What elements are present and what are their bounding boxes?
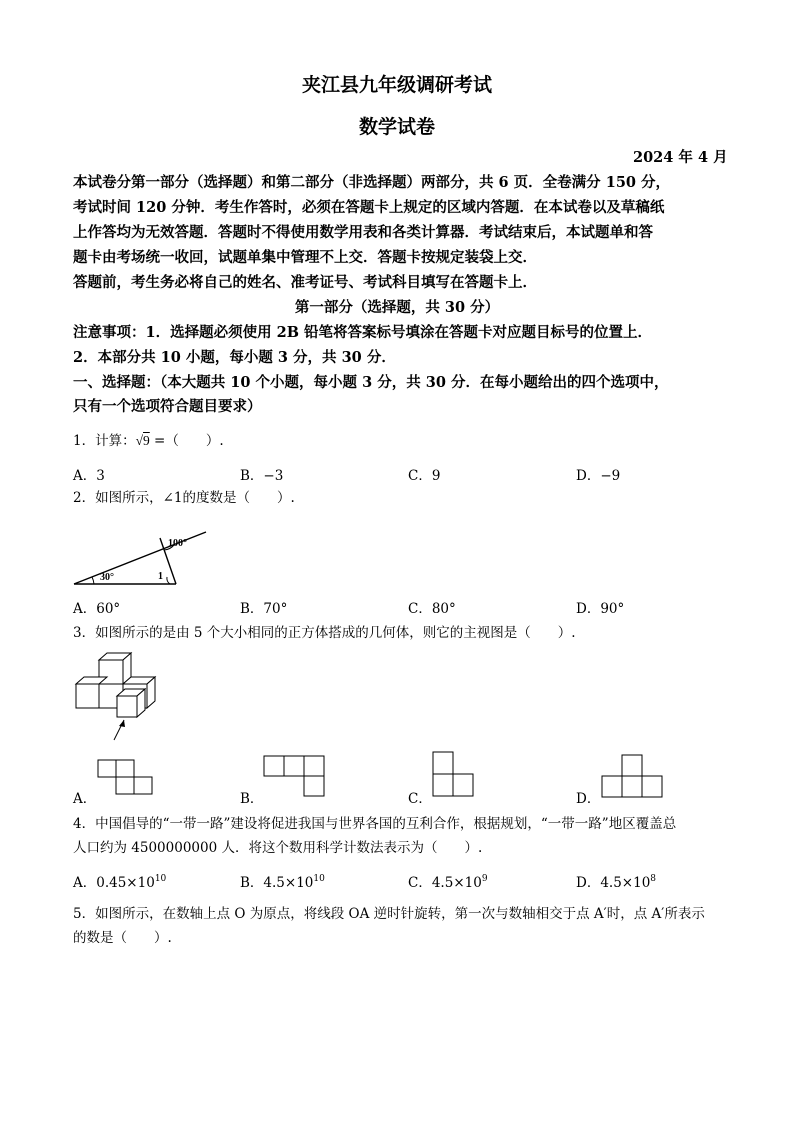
exam-title: 夹江县九年级调研考试 [301,74,492,96]
q2-option-a[interactable]: A．60° [73,601,121,617]
part1-note: 2．本部分共 10 小题，每小题 3 分，共 30 分． [73,349,396,366]
q1-radicand: 9 [143,433,150,448]
q5-stem-line: 5．如图所示，在数轴上点 O 为原点，将线段 OA 逆时针旋转，第一次与数轴相交于点 A′时，点 A′所表示 [73,906,705,922]
label-30: 30° [100,572,114,583]
q4-option-exp: 10 [313,874,325,884]
part1-heading: 第一部分（选择题，共 30 分） [294,299,500,316]
q3-option-b[interactable]: B． [240,791,264,807]
q4-option-label: A． [73,875,97,891]
q1-stem [73,431,224,451]
q3-option-a-figure [97,759,157,797]
q3-option-c-figure [432,751,476,797]
q1-option-a[interactable]: A．3 [73,468,105,484]
q3-cube-figure [74,650,164,742]
q2-option-b[interactable]: B．70° [240,601,288,617]
section-heading: 一、选择题：（本大题共 10 个小题，每小题 3 分，共 30 分．在每小题给出的四个选项中， [73,374,669,391]
q4-option-b[interactable] [240,871,325,891]
q1-option-b[interactable]: B．−3 [240,468,284,484]
instruction-line: 本试卷分第一部分（选择题）和第二部分（非选择题）两部分，共 6 页．全卷满分 150 分， [73,174,671,191]
q4-option-mantissa: 4.5×10 [600,875,651,891]
q2-option-d[interactable]: D．90° [576,601,625,617]
label-100: 100° [168,538,187,549]
q3-option-d-figure [601,754,663,798]
q2-triangle-figure [70,522,210,590]
q1-prefix: 1．计算： [73,433,136,449]
q4-option-mantissa: 4.5×10 [263,875,314,891]
section-heading: 只有一个选项符合题目要求） [73,398,262,415]
instruction-line: 题卡由考场统一收回，试题单集中管理不上交．答题卡按规定装袋上交． [73,249,537,266]
q4-option-label: C． [408,875,432,891]
q4-option-mantissa: 0.45×10 [96,875,155,891]
q1-suffix: =（ ）. [149,433,224,449]
q4-option-label: B． [240,875,264,891]
q3-option-b-figure [263,755,325,797]
q1-option-c[interactable]: C．9 [408,468,441,484]
q4-option-exp: 10 [154,874,167,884]
q3-stem: 3．如图所示的是由 5 个大小相同的正方体搭成的几何体，则它的主视图是（ ）. [73,625,576,641]
instruction-line: 考试时间 120 分钟．考生作答时，必须在答题卡上规定的区域内答题．在本试卷以及草稿纸 [73,199,665,216]
label-angle-1: 1 [158,571,163,582]
q3-option-c[interactable]: C． [408,791,432,807]
q4-option-exp: 9 [481,874,488,884]
q4-option-exp: 8 [650,874,657,884]
instruction-line: 答题前，考生务必将自己的姓名、准考证号、考试科目填写在答题卡上． [73,274,537,291]
q3-option-d[interactable]: D． [576,791,601,807]
q4-option-mantissa: 4.5×10 [431,875,482,891]
sqrt-symbol: √ [135,433,144,448]
q3-option-a[interactable]: A． [73,791,97,807]
part1-note: 注意事项：1．选择题必须使用 2B 铅笔将答案标号填涂在答题卡对应题目标号的位置上． [73,324,653,341]
q4-stem-line: 人口约为 4500000000 人．将这个数用科学计数法表示为（ ）. [73,840,483,856]
q4-option-d[interactable] [576,871,656,891]
q2-stem: 2．如图所示，∠1的度数是（ ）. [73,490,295,506]
q2-option-c[interactable]: C．80° [408,601,456,617]
instruction-line: 上作答均为无效答题．答题时不得使用数学用表和各类计算器．考试结束后，本试题单和答 [73,224,653,241]
exam-date: 2024 年 4 月 [633,149,728,166]
q4-option-label: D． [576,875,601,891]
q5-stem-line: 的数是（ ）. [73,930,172,946]
subject-title: 数学试卷 [358,116,435,138]
q4-option-c[interactable] [408,871,488,891]
q4-option-a[interactable] [73,871,166,891]
q1-option-d[interactable]: D．−9 [576,468,621,484]
q4-stem-line: 4．中国倡导的“一带一路”建设将促进我国与世界各国的互利合作，根据规划，“一带一路”地区覆盖总 [73,816,677,832]
